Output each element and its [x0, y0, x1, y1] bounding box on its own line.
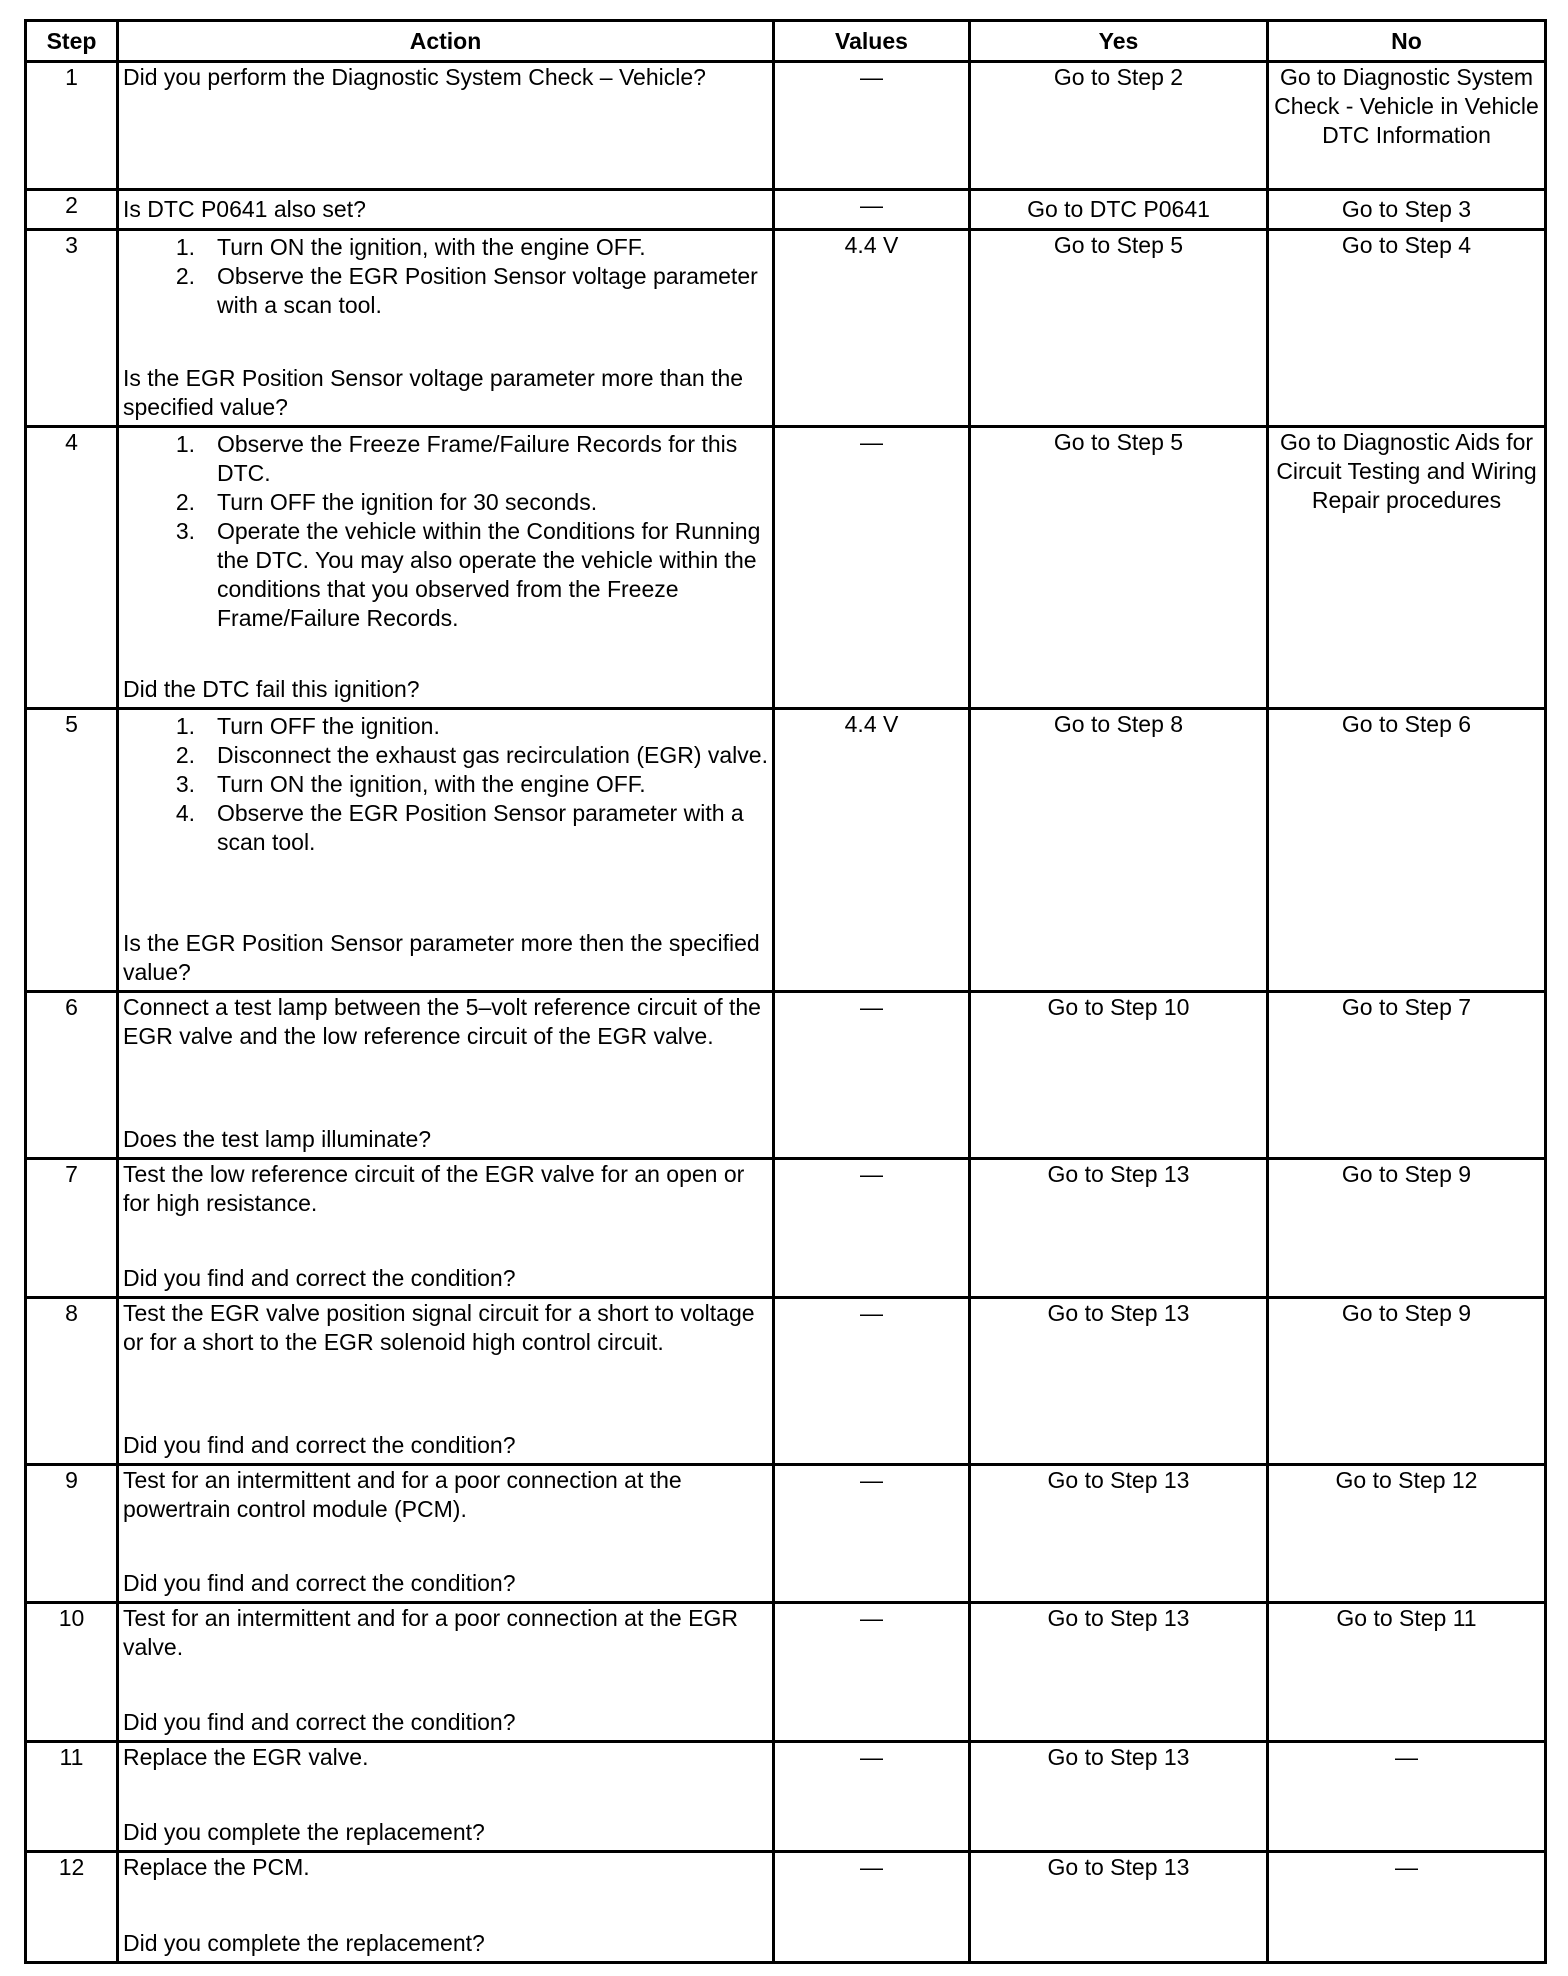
- header-action: Action: [118, 21, 774, 62]
- value-cell: 4.4 V: [774, 709, 970, 992]
- action-text: Test the low reference circuit of the EGR valve for an open or for high resistance.: [123, 1161, 745, 1216]
- value-cell: 4.4 V: [774, 230, 970, 427]
- action-text: Connect a test lamp between the 5–volt reference circuit of the EGR valve and the low reference circuit of the EGR valve.: [123, 994, 761, 1049]
- action-question: Is the EGR Position Sensor parameter more then the specified value?: [123, 930, 760, 985]
- value-cell: —: [774, 992, 970, 1159]
- action-cell: [118, 1159, 774, 1298]
- no-cell: Go to Step 12: [1268, 1465, 1546, 1603]
- action-cell: [118, 230, 774, 427]
- action-text: Replace the EGR valve.: [123, 1744, 369, 1770]
- no-cell: Go to Step 3: [1268, 190, 1546, 230]
- yes-cell: Go to Step 8: [970, 709, 1268, 992]
- action-step: 3. Turn ON the ignition, with the engine OFF.: [175, 771, 646, 797]
- value-cell: —: [774, 1159, 970, 1298]
- table-row: [26, 230, 1546, 427]
- yes-cell: Go to Step 13: [970, 1465, 1268, 1603]
- no-cell: Go to Diagnostic System Check - Vehicle in Vehicle DTC Information: [1268, 62, 1546, 190]
- action-question: Did the DTC fail this ignition?: [123, 676, 420, 702]
- step-number: 4: [26, 427, 118, 709]
- yes-cell: Go to Step 13: [970, 1159, 1268, 1298]
- action-cell: [118, 62, 774, 190]
- value-cell: —: [774, 1465, 970, 1603]
- value-cell: —: [774, 427, 970, 709]
- action-step: 2. Observe the EGR Position Sensor voltage parameter with a scan tool.: [175, 263, 758, 318]
- yes-cell: Go to Step 13: [970, 1742, 1268, 1852]
- table-row: [26, 992, 1546, 1159]
- step-number: 3: [26, 230, 118, 427]
- no-cell: Go to Step 11: [1268, 1603, 1546, 1742]
- yes-cell: Go to Step 13: [970, 1298, 1268, 1465]
- yes-cell: Go to Step 13: [970, 1852, 1268, 1963]
- table-row: [26, 1852, 1546, 1963]
- step-number: 2: [26, 190, 118, 230]
- diagnostic-table: [24, 19, 1547, 1964]
- no-cell: Go to Diagnostic Aids for Circuit Testing and Wiring Repair procedures: [1268, 427, 1546, 709]
- value-cell: —: [774, 1742, 970, 1852]
- no-cell: Go to Step 4: [1268, 230, 1546, 427]
- no-cell: Go to Step 9: [1268, 1159, 1546, 1298]
- action-step: 3. Operate the vehicle within the Conditions for Running the DTC. You may also operate the vehicle within the conditions that you observed from the Freeze Frame/Failure Records.: [175, 518, 761, 631]
- no-cell: Go to Step 9: [1268, 1298, 1546, 1465]
- yes-cell: Go to Step 2: [970, 62, 1268, 190]
- step-number: 7: [26, 1159, 118, 1298]
- no-cell: —: [1268, 1852, 1546, 1963]
- value-cell: —: [774, 1852, 970, 1963]
- step-number: 9: [26, 1465, 118, 1603]
- action-cell: [118, 1852, 774, 1963]
- action-text: Test for an intermittent and for a poor connection at the powertrain control module (PCM).: [123, 1467, 682, 1522]
- action-cell: [118, 992, 774, 1159]
- step-number: 1: [26, 62, 118, 190]
- action-step: 4. Observe the EGR Position Sensor parameter with a scan tool.: [175, 800, 744, 855]
- action-step: 1. Turn OFF the ignition.: [175, 713, 440, 739]
- action-question: Did you find and correct the condition?: [123, 1709, 516, 1735]
- header-row: [26, 21, 1546, 62]
- action-text: Is DTC P0641 also set?: [123, 196, 366, 222]
- yes-cell: Go to Step 5: [970, 230, 1268, 427]
- header-step: Step: [26, 21, 118, 62]
- action-cell: [118, 190, 774, 230]
- action-question: Did you find and correct the condition?: [123, 1432, 516, 1458]
- action-text: Did you perform the Diagnostic System Check – Vehicle?: [123, 64, 706, 90]
- action-question: Did you complete the replacement?: [123, 1819, 485, 1845]
- action-step: 2. Turn OFF the ignition for 30 seconds.: [175, 489, 598, 515]
- action-cell: [118, 427, 774, 709]
- step-number: 11: [26, 1742, 118, 1852]
- action-question: Is the EGR Position Sensor voltage parameter more than the specified value?: [123, 365, 744, 420]
- action-cell: [118, 1603, 774, 1742]
- yes-cell: Go to Step 10: [970, 992, 1268, 1159]
- table-row: [26, 709, 1546, 992]
- table-row: [26, 427, 1546, 709]
- step-number: 5: [26, 709, 118, 992]
- action-text: Test for an intermittent and for a poor connection at the EGR valve.: [123, 1605, 738, 1660]
- action-cell: [118, 1742, 774, 1852]
- step-number: 10: [26, 1603, 118, 1742]
- action-step: 2. Disconnect the exhaust gas recirculation (EGR) valve.: [175, 742, 768, 768]
- action-cell: [118, 1298, 774, 1465]
- header-yes: Yes: [970, 21, 1268, 62]
- step-number: 12: [26, 1852, 118, 1963]
- action-question: Did you complete the replacement?: [123, 1930, 485, 1956]
- no-cell: Go to Step 7: [1268, 992, 1546, 1159]
- action-step: 1. Observe the Freeze Frame/Failure Records for this DTC.: [175, 431, 738, 486]
- no-cell: —: [1268, 1742, 1546, 1852]
- action-question: Did you find and correct the condition?: [123, 1570, 516, 1596]
- action-text: Test the EGR valve position signal circuit for a short to voltage or for a short to the EGR solenoid high control circuit.: [123, 1300, 755, 1355]
- action-question: Did you find and correct the condition?: [123, 1265, 516, 1291]
- no-cell: Go to Step 6: [1268, 709, 1546, 992]
- table-row: [26, 190, 1546, 230]
- yes-cell: Go to Step 13: [970, 1603, 1268, 1742]
- table-row: [26, 1742, 1546, 1852]
- value-cell: —: [774, 62, 970, 190]
- action-steps: [123, 233, 768, 320]
- action-steps: [123, 712, 768, 857]
- action-question: Does the test lamp illuminate?: [123, 1126, 432, 1152]
- table-row: [26, 1298, 1546, 1465]
- action-cell: [118, 709, 774, 992]
- action-cell: [118, 1465, 774, 1603]
- action-steps: [123, 430, 768, 633]
- action-text: Replace the PCM.: [123, 1854, 310, 1880]
- value-cell: —: [774, 190, 970, 230]
- table-row: [26, 1603, 1546, 1742]
- step-number: 8: [26, 1298, 118, 1465]
- yes-cell: Go to DTC P0641: [970, 190, 1268, 230]
- header-values: Values: [774, 21, 970, 62]
- table-row: [26, 1465, 1546, 1603]
- step-number: 6: [26, 992, 118, 1159]
- yes-cell: Go to Step 5: [970, 427, 1268, 709]
- action-step: 1. Turn ON the ignition, with the engine OFF.: [175, 234, 646, 260]
- table-row: [26, 62, 1546, 190]
- value-cell: —: [774, 1298, 970, 1465]
- table-row: [26, 1159, 1546, 1298]
- header-no: No: [1268, 21, 1546, 62]
- value-cell: —: [774, 1603, 970, 1742]
